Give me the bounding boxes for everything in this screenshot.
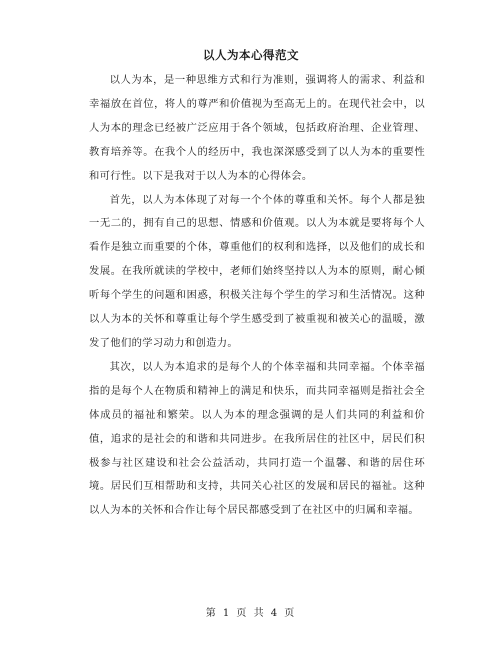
page-footer: 第 1 页 共 4 页	[205, 608, 297, 619]
document-title: 以人为本心得范文	[203, 48, 299, 62]
paragraph-3: 其次，以人为本追求的是每个人的个体幸福和共同幸福。个体幸福指的是每个人在物质和精神上的满足和快乐，而共同幸福则是指社会全体成员的福祉和繁荣。以人为本的理念强调的是人们共同的利益和价值，追求的是社会的和谐和共同进步。在我所居住的社区中，居民们积极参与社区建设和社会公益活动，共同打造一个温馨、和谐的居住环境。居民们互相帮助和支持，共同关心社区的发展和居民的福祉。这种以人为本的关怀和合作让每个居民都感受到了在社区中的归属和幸福。	[89, 360, 425, 517]
paragraph-2: 首先，以人为本体现了对每一个个体的尊重和关怀。每个人都是独一无二的，拥有自己的思想、情感和价值观。以人为本就是要将每个人看作是独立而重要的个体，尊重他们的权利和选择，以及他们的成长和发展。在我所就读的学校中，老师们始终坚持以人为本的原则，耐心倾听每个学生的问题和困惑，积极关注每个学生的学习和生活情况。这种以人为本的关怀和尊重让每个学生感受到了被重视和被关心的温暖，激发了他们的学习动力和创造力。	[89, 193, 425, 349]
document-body	[89, 69, 425, 523]
paragraph-1: 以人为本，是一种思维方式和行为准则，强调将人的需求、利益和幸福放在首位，将人的尊严和价值视为至高无上的。在现代社会中，以人为本的理念已经被广泛应用于各个领域，包括政府治理、企业管理、教育培养等。在我个人的经历中，我也深深感受到了以人为本的重要性和可行性。以下是我对于以人为本的心得体会。	[89, 74, 425, 182]
